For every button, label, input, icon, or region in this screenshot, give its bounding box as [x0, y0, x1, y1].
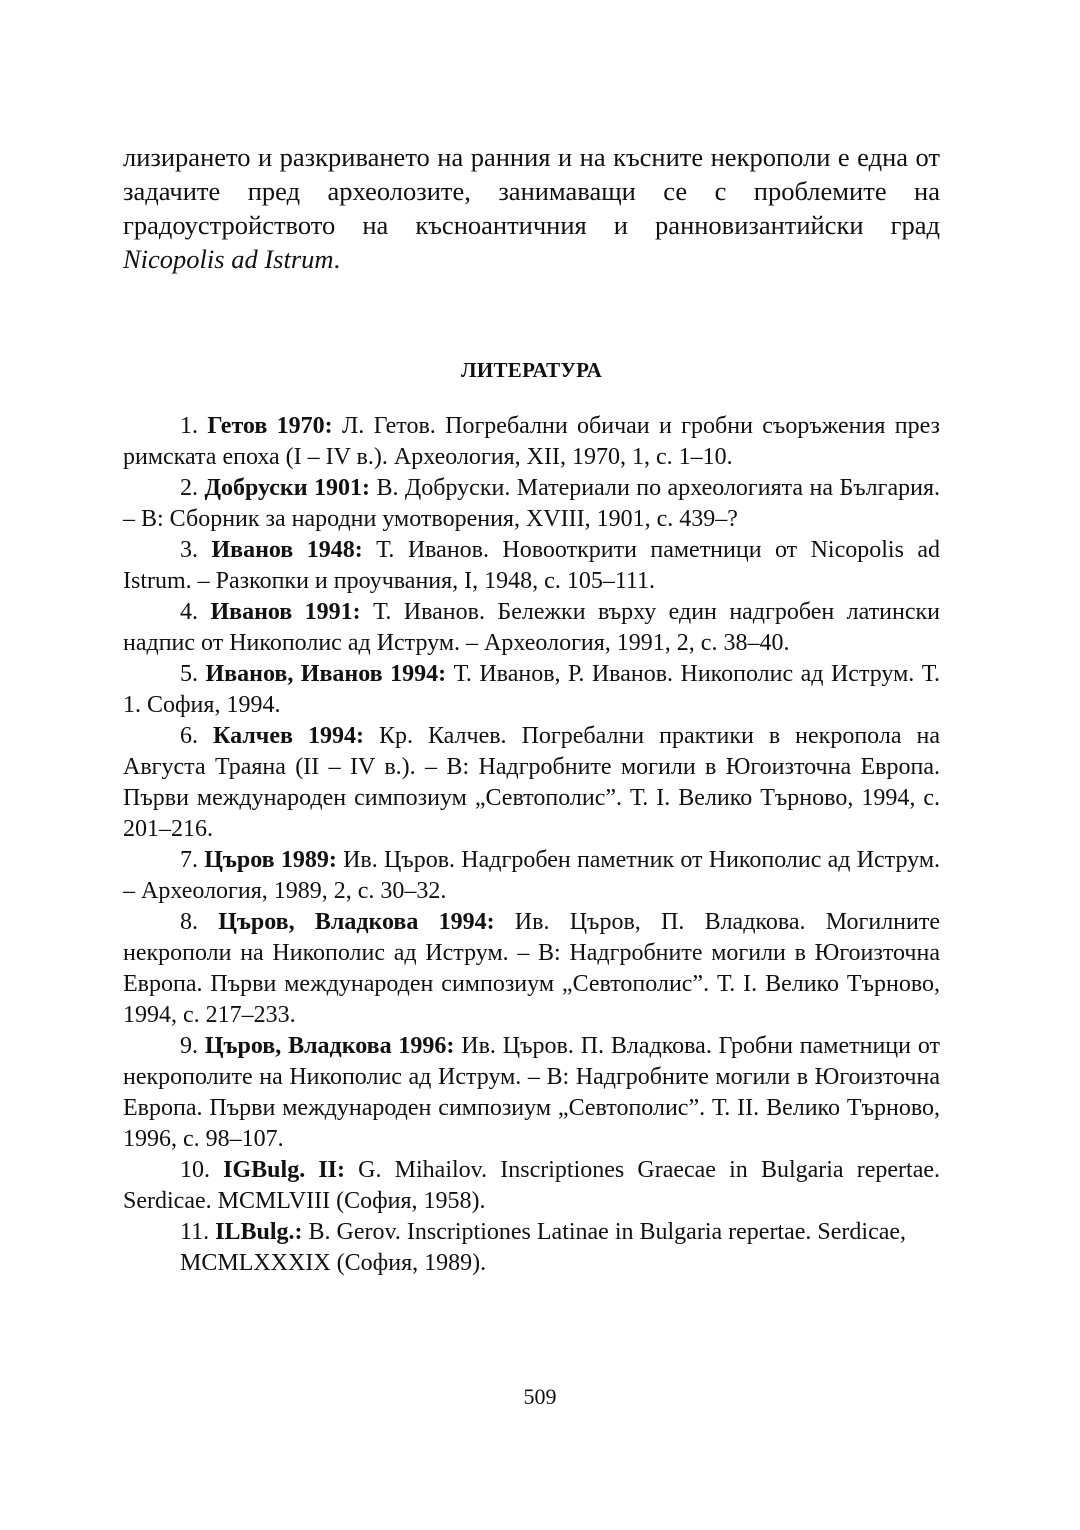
ref-number: 4.	[180, 599, 198, 625]
reference-item	[123, 535, 940, 597]
ref-number: 7.	[180, 847, 198, 873]
ref-number: 5.	[180, 661, 198, 687]
intro-italic-title: Nicopolis ad Istrum	[123, 244, 334, 274]
ref-text: Т. Иванов, Р. Иванов. Никополис ад Иструм. Т. 1. София, 1994.	[123, 661, 941, 718]
page-number: 509	[523, 1384, 557, 1409]
reference-item	[123, 845, 940, 907]
ref-text: Т. Иванов. Бележки върху един надгробен латински надпис от Никополис ад Иструм. – Археология, 1991, 2, с. 38–40.	[123, 599, 941, 656]
reference-item	[123, 721, 940, 845]
reference-item	[123, 597, 940, 659]
ref-text: Ив. Църов. П. Владкова. Гробни паметници от некрополите на Никополис ад Иструм. – В: Надгробните могили в Югоизточна Европа. Първи международен симпозиум „Севтополис”. Т. II. Велико Търново, 1996, с. 98–107.	[123, 1033, 941, 1152]
ref-text: В. Добруски. Материали по археологията на България. – В: Сборник за народни умотворения, XVIII, 1901, с. 439–?	[123, 475, 941, 532]
ref-key: Църов, Владкова 1996:	[204, 1033, 455, 1059]
ref-number: 11.	[180, 1219, 210, 1245]
intro-end: .	[333, 244, 341, 274]
reference-item	[123, 1217, 940, 1279]
ref-key: Иванов 1991:	[210, 599, 361, 625]
ref-text: Ив. Църов. Надгробен паметник от Никополис ад Иструм. – Археология, 1989, 2, с. 30–32.	[123, 847, 941, 904]
ref-key: Църов, Владкова 1994:	[218, 909, 495, 935]
ref-text: Л. Гетов. Погребални обичаи и гробни съоръжения през римската епоха (I – IV в.). Археология, XII, 1970, 1, с. 1–10.	[123, 413, 940, 470]
ref-key: Църов 1989:	[204, 847, 337, 873]
reference-item	[123, 473, 940, 535]
ref-key: IGBulg. II:	[223, 1157, 346, 1183]
ref-text-continued: MCMLXXXIX (София, 1989).	[180, 1250, 487, 1276]
intro-paragraph	[123, 140, 940, 276]
ref-text: G. Mihailov. Inscriptiones Graecae in Bulgaria repertae. Serdicae. MCMLVIII (София, 1958).	[123, 1157, 940, 1214]
ref-key: Иванов, Иванов 1994:	[205, 661, 447, 687]
ref-key: Иванов 1948:	[211, 537, 363, 563]
ref-number: 8.	[180, 909, 198, 935]
ref-number: 1.	[180, 413, 198, 439]
ref-number: 3.	[180, 537, 198, 563]
reference-item	[123, 411, 940, 473]
ref-number: 2.	[180, 475, 198, 501]
ref-key: Добруски 1901:	[204, 475, 371, 501]
ref-key: ILBulg.:	[215, 1219, 303, 1245]
ref-text: Кр. Калчев. Погребални практики в некропола на Августа Траяна (II – IV в.). – В: Надгробните могили в Югоизточна Европа. Първи международен симпозиум „Севтополис”. Т. I. Велико Търново, 1994, с. 201–216.	[123, 723, 941, 842]
reference-item	[123, 659, 940, 721]
ref-number: 6.	[180, 723, 198, 749]
ref-text: Ив. Църов, П. Владкова. Могилните некрополи на Никополис ад Иструм. – В: Надгробните могили в Югоизточна Европа. Първи международен симпозиум „Севтополис”. Т. I. Велико Търново, 1994, с. 217–233.	[123, 909, 940, 1028]
ref-text: B. Gerov. Inscriptiones Latinae in Bulgaria repertae. Serdicae,	[308, 1219, 907, 1245]
page-content	[123, 140, 940, 1279]
reference-item	[123, 1031, 940, 1155]
ref-key: Гетов 1970:	[207, 413, 333, 439]
ref-number: 9.	[180, 1033, 198, 1059]
reference-list	[123, 411, 940, 1279]
intro-text: лизирането и разкриването на ранния и на късните некрополи е една от задачите пред археолозите, занимаващи се с проблемите на градоустройството на късноантичния и ранновизантийски град	[123, 142, 940, 240]
reference-item	[123, 907, 940, 1031]
section-heading: ЛИТЕРАТУРА	[460, 358, 603, 382]
ref-number: 10.	[180, 1157, 210, 1183]
reference-item	[123, 1155, 940, 1217]
ref-first-line	[180, 1217, 940, 1248]
ref-key: Калчев 1994:	[213, 723, 364, 749]
ref-text: Т. Иванов. Новооткрити паметници от Nicopolis ad Istrum. – Разкопки и проучвания, I, 1948, с. 105–111.	[123, 537, 941, 594]
